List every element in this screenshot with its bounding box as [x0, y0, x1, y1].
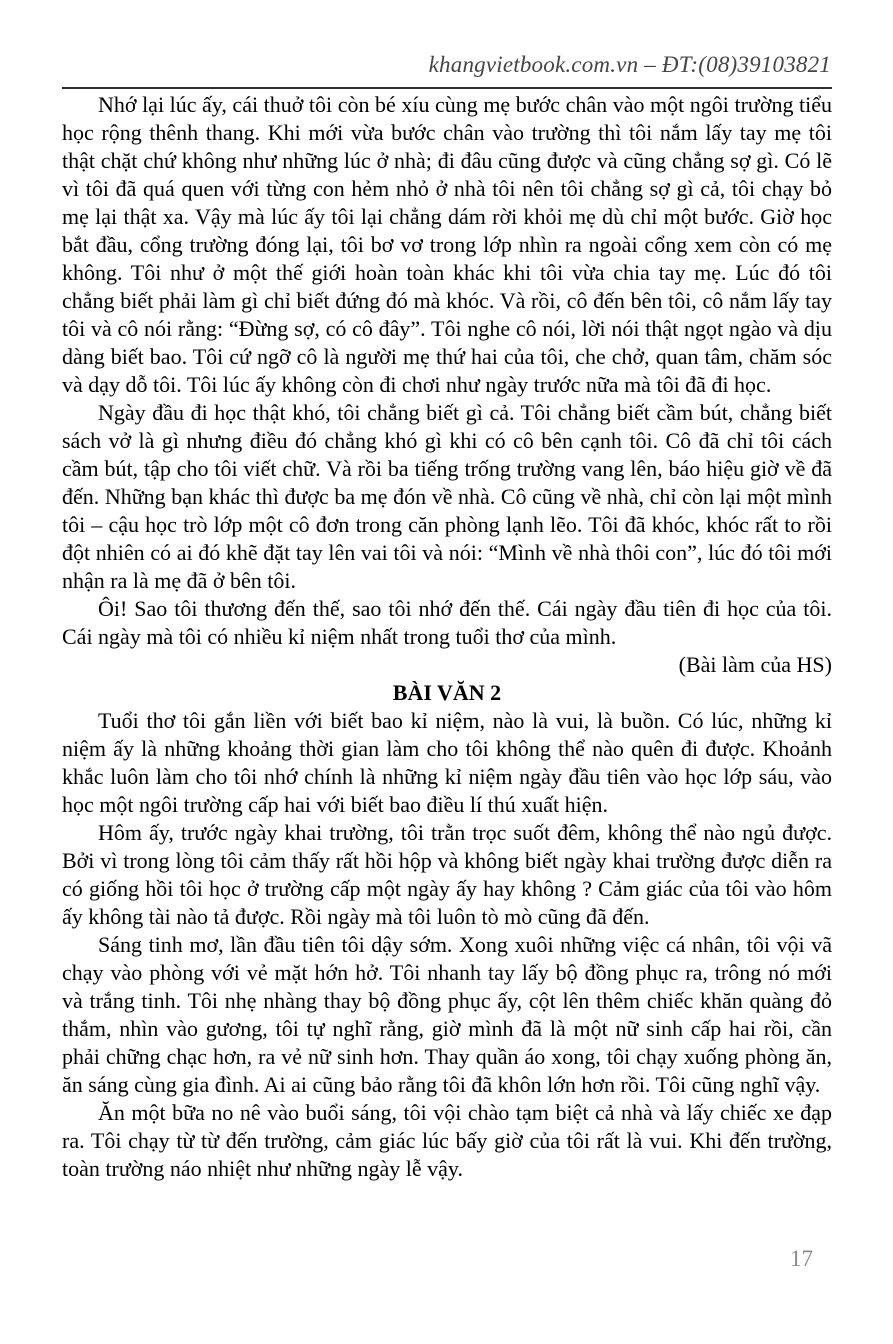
- essay1-attribution: (Bài làm của HS): [678, 652, 832, 677]
- page-body: [62, 91, 832, 1183]
- essay1-paragraph-3: Ôi! Sao tôi thương đến thế, sao tôi nhớ đến thế. Cái ngày đầu tiên đi học của tôi. Cái ngày mà tôi có nhiều kỉ niệm nhất trong tuổi thơ của mình.: [62, 596, 832, 649]
- essay2-heading: BÀI VĂN 2: [392, 680, 502, 705]
- essay2-paragraph-4: Ăn một bữa no nê vào buổi sáng, tôi vội chào tạm biệt cả nhà và lấy chiếc xe đạp ra. Tôi chạy từ từ đến trường, cảm giác lúc bấy giờ của tôi rất là vui. Khi đến trường, toàn trường náo nhiệt như những ngày lễ vậy.: [62, 1100, 832, 1181]
- page-number: 17: [790, 1246, 813, 1271]
- essay2-paragraph-3: Sáng tinh mơ, lần đầu tiên tôi dậy sớm. Xong xuôi những việc cá nhân, tôi vội vã chạy vào phòng với vẻ mặt hớn hở. Tôi nhanh tay lấy bộ đồng phục ra, trông nó mới và trắng tinh. Tôi nhẹ nhàng thay bộ đồng phục ấy, cột lên thêm chiếc khăn quàng đỏ thắm, nhìn vào gương, tôi tự nghĩ rằng, giờ mình đã là một nữ sinh cấp hai rồi, cần phải chững chạc hơn, ra vẻ nữ sinh hơn. Thay quần áo xong, tôi chạy xuống phòng ăn, ăn sáng cùng gia đình. Ai ai cũng bảo rằng tôi đã khôn lớn hơn rồi. Tôi cũng nghĩ vậy.: [62, 932, 832, 1097]
- essay2-paragraph-1: Tuổi thơ tôi gắn liền với biết bao kỉ niệm, nào là vui, là buồn. Có lúc, những kỉ niệm ấy là những khoảng thời gian làm cho tôi không thể nào quên đi được. Khoảnh khắc luôn làm cho tôi nhớ chính là những kỉ niệm ngày đầu tiên vào học lớp sáu, vào học một ngôi trường cấp hai với biết bao điều lí thú xuất hiện.: [62, 708, 832, 817]
- header-rule: [62, 87, 832, 89]
- essay2-paragraph-2: Hôm ấy, trước ngày khai trường, tôi trằn trọc suốt đêm, không thể nào ngủ được. Bởi vì trong lòng tôi cảm thấy rất hồi hộp và không biết ngày khai trường được diễn ra có giống hồi tôi học ở trường cấp một ngày ấy hay không ? Cảm giác của tôi vào hôm ấy không tài nào tả được. Rồi ngày mà tôi luôn tò mò cũng đã đến.: [62, 820, 832, 929]
- essay1-paragraph-2: Ngày đầu đi học thật khó, tôi chẳng biết gì cả. Tôi chẳng biết cầm bút, chẳng biết sách vở là gì nhưng điều đó chẳng khó gì khi có cô bên cạnh tôi. Cô đã chỉ tôi cách cầm bút, tập cho tôi viết chữ. Và rồi ba tiếng trống trường vang lên, báo hiệu giờ về đã đến. Những bạn khác thì được ba mẹ đón về nhà. Cô cũng về nhà, chỉ còn lại một mình tôi – cậu học trò lớp một cô đơn trong căn phòng lạnh lẽo. Tôi đã khóc, khóc rất to rồi đột nhiên có ai đó khẽ đặt tay lên vai tôi và nói: “Mình về nhà thôi con”, lúc đó tôi mới nhận ra là mẹ đã ở bên tôi.: [62, 400, 832, 593]
- essay1-paragraph-1: Nhớ lại lúc ấy, cái thuở tôi còn bé xíu cùng mẹ bước chân vào một ngôi trường tiểu học rộng thênh thang. Khi mới vừa bước chân vào trường thì tôi nắm lấy tay mẹ tôi thật chặt chứ không như những lúc ở nhà; đi đâu cũng được và cũng chẳng sợ gì. Có lẽ vì tôi đã quá quen với từng con hẻm nhỏ ở nhà tôi nên tôi chẳng sợ gì cả, tôi chạy bỏ mẹ lại thật xa. Vậy mà lúc ấy tôi lại chẳng dám rời khỏi mẹ dù chỉ một bước. Giờ học bắt đầu, cổng trường đóng lại, tôi bơ vơ trong lớp nhìn ra ngoài cổng xem còn có mẹ không. Tôi như ở một thế giới hoàn toàn khác khi tôi vừa chia tay mẹ. Lúc đó tôi chẳng biết phải làm gì chỉ biết đứng đó mà khóc. Và rồi, cô đến bên tôi, cô nắm lấy tay tôi và cô nói rằng: “Đừng sợ, có cô đây”. Tôi nghe cô nói, lời nói thật ngọt ngào và dịu dàng biết bao. Tôi cứ ngỡ cô là người mẹ thứ hai của tôi, che chở, quan tâm, chăm sóc và dạy dỗ tôi. Tôi lúc ấy không còn đi chơi như ngày trước nữa mà tôi đã đi học.: [62, 92, 832, 397]
- header-site-text: khangvietbook.com.vn – ĐT:(08)39103821: [428, 52, 831, 77]
